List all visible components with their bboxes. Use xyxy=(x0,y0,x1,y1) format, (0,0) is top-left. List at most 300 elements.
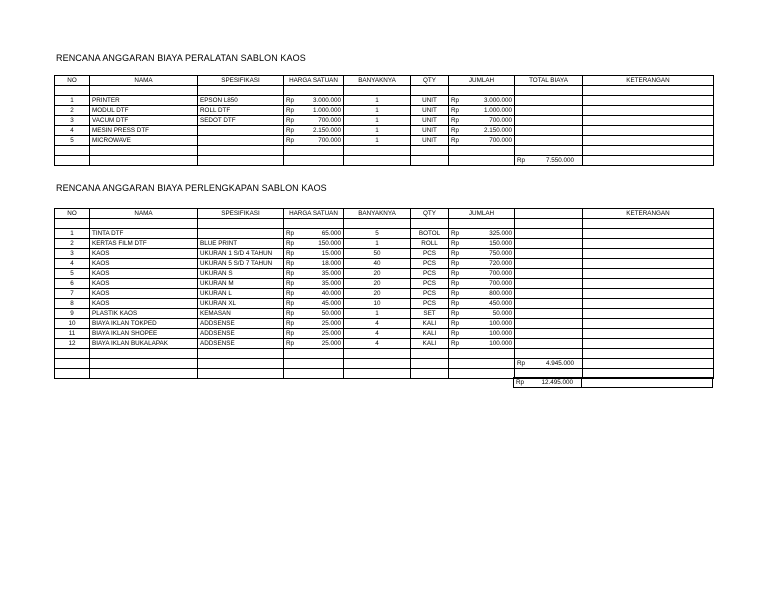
item-spec: SEDOT DTF xyxy=(198,116,284,126)
empty-cell xyxy=(284,359,344,369)
note-cell xyxy=(583,239,714,249)
unit: PCS xyxy=(411,269,449,279)
currency-label: Rp xyxy=(286,97,295,104)
amount-value: 100.000 xyxy=(489,320,512,327)
unit: PCS xyxy=(411,249,449,259)
table-row xyxy=(55,279,714,289)
unit-price-value: 25.000 xyxy=(321,340,341,347)
currency-label: Rp xyxy=(451,310,460,317)
empty-cell xyxy=(583,86,714,96)
item-spec: ADDSENSE xyxy=(198,329,284,339)
row-number: 1 xyxy=(55,229,90,239)
currency-label: Rp xyxy=(286,300,295,307)
table-row xyxy=(55,309,714,319)
quantity: 1 xyxy=(344,239,411,249)
grand-total-value: 12.495.000 xyxy=(541,379,573,386)
quantity: 1 xyxy=(344,116,411,126)
empty-cell xyxy=(583,359,714,369)
currency-label: Rp xyxy=(286,117,295,124)
currency-label: Rp xyxy=(451,290,460,297)
quantity: 1 xyxy=(344,136,411,146)
unit-price xyxy=(284,239,344,249)
empty-row xyxy=(55,86,714,96)
row-number: 5 xyxy=(55,269,90,279)
unit: BOTOL xyxy=(411,229,449,239)
amount-value: 150.000 xyxy=(489,240,512,247)
empty-cell xyxy=(198,146,284,156)
currency-label: Rp xyxy=(451,300,460,307)
currency-label: Rp xyxy=(451,240,460,247)
quantity: 5 xyxy=(344,229,411,239)
unit-price-value: 25.000 xyxy=(321,330,341,337)
item-spec: BLUE PRINT xyxy=(198,239,284,249)
total-cell xyxy=(515,309,583,319)
quantity: 50 xyxy=(344,249,411,259)
note-cell xyxy=(583,269,714,279)
empty-cell xyxy=(411,86,449,96)
note-cell xyxy=(583,96,714,106)
empty-cell xyxy=(90,86,198,96)
unit: SET xyxy=(411,309,449,319)
empty-cell xyxy=(411,349,449,359)
note-cell xyxy=(583,229,714,239)
note-cell xyxy=(583,319,714,329)
note-cell xyxy=(583,309,714,319)
grand-total-currency: Rp xyxy=(516,379,525,386)
row-number: 9 xyxy=(55,309,90,319)
empty-cell xyxy=(284,369,344,379)
item-spec: UKURAN M xyxy=(198,279,284,289)
currency-label: Rp xyxy=(286,290,295,297)
item-spec xyxy=(198,229,284,239)
unit-price-value: 35.000 xyxy=(321,280,341,287)
empty-row xyxy=(55,349,714,359)
total-cell xyxy=(515,239,583,249)
currency-label: Rp xyxy=(286,270,295,277)
empty-cell xyxy=(90,369,198,379)
item-name: KAOS xyxy=(90,269,198,279)
currency-label: Rp xyxy=(451,320,460,327)
total-cell xyxy=(515,96,583,106)
unit: KALI xyxy=(411,319,449,329)
empty-cell xyxy=(198,219,284,229)
unit-price-value: 18.000 xyxy=(321,260,341,267)
column-header: NO xyxy=(55,209,90,219)
column-header: NAMA xyxy=(90,209,198,219)
unit-price-value: 45.000 xyxy=(321,300,341,307)
row-number: 2 xyxy=(55,239,90,249)
empty-cell xyxy=(583,349,714,359)
empty-cell xyxy=(198,156,284,166)
amount-value: 700.000 xyxy=(489,270,512,277)
currency-label: Rp xyxy=(451,280,460,287)
unit-price xyxy=(284,96,344,106)
quantity: 1 xyxy=(344,309,411,319)
amount xyxy=(449,136,515,146)
unit-price xyxy=(284,309,344,319)
quantity: 4 xyxy=(344,319,411,329)
amount xyxy=(449,319,515,329)
empty-cell xyxy=(55,359,90,369)
total-cell xyxy=(515,279,583,289)
item-spec: EPSON L850 xyxy=(198,96,284,106)
item-name: BIAYA IKLAN SHOPEE xyxy=(90,329,198,339)
total-cell xyxy=(515,126,583,136)
currency-label: Rp xyxy=(286,310,295,317)
row-number: 11 xyxy=(55,329,90,339)
empty-cell xyxy=(284,349,344,359)
amount-value: 50.000 xyxy=(492,310,512,317)
unit: UNIT xyxy=(411,126,449,136)
empty-cell xyxy=(515,219,583,229)
note-cell xyxy=(583,289,714,299)
header-row xyxy=(55,76,714,86)
empty-cell xyxy=(55,369,90,379)
item-name: TINTA DTF xyxy=(90,229,198,239)
note-cell xyxy=(583,339,714,349)
empty-row xyxy=(55,219,714,229)
unit-price xyxy=(284,229,344,239)
currency-label: Rp xyxy=(451,97,460,104)
column-header: QTY xyxy=(411,209,449,219)
unit-price xyxy=(284,339,344,349)
currency-label: Rp xyxy=(451,127,460,134)
amount xyxy=(449,309,515,319)
unit-price xyxy=(284,299,344,309)
currency-label: Rp xyxy=(286,320,295,327)
empty-cell xyxy=(344,369,411,379)
unit: KALI xyxy=(411,339,449,349)
row-number: 3 xyxy=(55,249,90,259)
amount xyxy=(449,329,515,339)
quantity: 20 xyxy=(344,269,411,279)
total-biaya xyxy=(515,359,583,369)
table-row xyxy=(55,339,714,349)
total-cell xyxy=(515,136,583,146)
empty-cell xyxy=(90,219,198,229)
empty-cell xyxy=(449,146,515,156)
column-header: JUMLAH xyxy=(449,209,515,219)
amount-value: 325.000 xyxy=(489,230,512,237)
amount xyxy=(449,339,515,349)
item-spec xyxy=(198,126,284,136)
empty-cell xyxy=(449,369,515,379)
column-header: BANYAKNYA xyxy=(344,209,411,219)
row-number: 10 xyxy=(55,319,90,329)
unit-price-value: 2.150.000 xyxy=(312,127,341,134)
empty-cell xyxy=(55,219,90,229)
column-header: SPESIFIKASI xyxy=(198,209,284,219)
table-row xyxy=(55,289,714,299)
note-cell xyxy=(583,136,714,146)
unit-price-value: 3.000.000 xyxy=(312,97,341,104)
total-cell xyxy=(515,289,583,299)
quantity: 4 xyxy=(344,339,411,349)
empty-cell xyxy=(55,86,90,96)
empty-cell xyxy=(198,359,284,369)
table-row xyxy=(55,229,714,239)
empty-cell xyxy=(344,219,411,229)
currency-label: Rp xyxy=(451,250,460,257)
empty-cell xyxy=(411,359,449,369)
item-name: KAOS xyxy=(90,289,198,299)
total-cell xyxy=(515,299,583,309)
column-header: KETERANGAN xyxy=(583,76,714,86)
empty-cell xyxy=(198,369,284,379)
empty-cell xyxy=(449,86,515,96)
item-spec: ROLL DTF xyxy=(198,106,284,116)
column-header: JUMLAH xyxy=(449,76,515,86)
table-row xyxy=(55,259,714,269)
unit: UNIT xyxy=(411,106,449,116)
unit-price xyxy=(284,289,344,299)
quantity: 1 xyxy=(344,106,411,116)
unit-price xyxy=(284,136,344,146)
unit-price-value: 150.000 xyxy=(318,240,341,247)
row-number: 6 xyxy=(55,279,90,289)
amount-value: 1.000.000 xyxy=(483,107,512,114)
total-value: 7.550.000 xyxy=(545,157,574,164)
empty-cell xyxy=(344,86,411,96)
empty-cell xyxy=(515,146,583,156)
table2-title: RENCANA ANGGARAN BIAYA PERLENGKAPAN SABLON KAOS xyxy=(56,183,327,193)
table-row xyxy=(55,319,714,329)
item-spec: UKURAN L xyxy=(198,289,284,299)
row-number: 12 xyxy=(55,339,90,349)
column-header: QTY xyxy=(411,76,449,86)
total-value: 4.945.000 xyxy=(545,360,574,367)
empty-cell xyxy=(284,86,344,96)
empty-cell xyxy=(583,146,714,156)
table-row xyxy=(55,136,714,146)
unit: UNIT xyxy=(411,116,449,126)
amount xyxy=(449,229,515,239)
currency-label: Rp xyxy=(451,230,460,237)
empty-cell xyxy=(284,146,344,156)
unit-price xyxy=(284,259,344,269)
table-row xyxy=(55,269,714,279)
row-number: 4 xyxy=(55,126,90,136)
currency-label: Rp xyxy=(451,107,460,114)
amount-value: 700.000 xyxy=(489,137,512,144)
empty-cell xyxy=(411,146,449,156)
table-row xyxy=(55,126,714,136)
column-header: NO xyxy=(55,76,90,86)
item-spec: UKURAN XL xyxy=(198,299,284,309)
row-number: 2 xyxy=(55,106,90,116)
item-name: KAOS xyxy=(90,259,198,269)
total-cell xyxy=(515,249,583,259)
unit-price-value: 25.000 xyxy=(321,320,341,327)
empty-cell xyxy=(515,349,583,359)
grand-total-cell xyxy=(514,378,582,388)
total-currency: Rp xyxy=(517,157,526,164)
equipment-budget-table xyxy=(54,75,714,166)
table-row xyxy=(55,106,714,116)
note-cell xyxy=(583,259,714,269)
total-cell xyxy=(515,319,583,329)
unit: ROLL xyxy=(411,239,449,249)
currency-label: Rp xyxy=(286,340,295,347)
item-name: PRINTER xyxy=(90,96,198,106)
currency-label: Rp xyxy=(286,107,295,114)
amount-value: 800.000 xyxy=(489,290,512,297)
empty-row xyxy=(55,146,714,156)
row-number: 4 xyxy=(55,259,90,269)
quantity: 10 xyxy=(344,299,411,309)
total-currency: Rp xyxy=(517,360,526,367)
unit-price xyxy=(284,126,344,136)
total-cell xyxy=(515,259,583,269)
amount xyxy=(449,96,515,106)
currency-label: Rp xyxy=(451,260,460,267)
item-name: KAOS xyxy=(90,299,198,309)
currency-label: Rp xyxy=(286,260,295,267)
unit-price-value: 40.000 xyxy=(321,290,341,297)
empty-cell xyxy=(90,349,198,359)
table1-title: RENCANA ANGGARAN BIAYA PERALATAN SABLON KAOS xyxy=(56,53,306,63)
item-name: MODUL DTF xyxy=(90,106,198,116)
empty-cell xyxy=(344,349,411,359)
empty-cell xyxy=(411,156,449,166)
note-cell xyxy=(583,299,714,309)
quantity: 20 xyxy=(344,289,411,299)
item-spec: ADDSENSE xyxy=(198,339,284,349)
unit: PCS xyxy=(411,279,449,289)
amount xyxy=(449,249,515,259)
item-spec: ADDSENSE xyxy=(198,319,284,329)
unit-price-value: 15.000 xyxy=(321,250,341,257)
unit-price xyxy=(284,279,344,289)
row-number: 8 xyxy=(55,299,90,309)
empty-cell xyxy=(449,349,515,359)
unit-price xyxy=(284,249,344,259)
table-row xyxy=(55,299,714,309)
unit-price-value: 1.000.000 xyxy=(312,107,341,114)
note-cell xyxy=(583,116,714,126)
table-row xyxy=(55,116,714,126)
unit-price xyxy=(284,116,344,126)
unit: PCS xyxy=(411,259,449,269)
unit-price-value: 700.000 xyxy=(318,137,341,144)
total-row xyxy=(55,359,714,369)
unit-price-value: 50.000 xyxy=(321,310,341,317)
amount xyxy=(449,289,515,299)
currency-label: Rp xyxy=(286,250,295,257)
currency-label: Rp xyxy=(286,127,295,134)
table-row xyxy=(55,239,714,249)
column-header: HARGA SATUAN xyxy=(284,76,344,86)
note-cell xyxy=(583,106,714,116)
column-header xyxy=(515,209,583,219)
unit-price-value: 35.000 xyxy=(321,270,341,277)
total-cell xyxy=(515,229,583,239)
empty-cell xyxy=(198,349,284,359)
empty-cell xyxy=(449,156,515,166)
note-cell xyxy=(583,279,714,289)
quantity: 40 xyxy=(344,259,411,269)
item-spec: UKURAN 1 S/D 4 TAHUN xyxy=(198,249,284,259)
unit: PCS xyxy=(411,299,449,309)
amount xyxy=(449,279,515,289)
row-number: 3 xyxy=(55,116,90,126)
amount-value: 100.000 xyxy=(489,330,512,337)
amount-value: 750.000 xyxy=(489,250,512,257)
empty-cell xyxy=(90,359,198,369)
amount xyxy=(449,239,515,249)
unit: UNIT xyxy=(411,136,449,146)
empty-cell xyxy=(344,156,411,166)
unit-price-value: 65.000 xyxy=(321,230,341,237)
empty-cell xyxy=(344,146,411,156)
empty-cell xyxy=(411,219,449,229)
grand-total-empty xyxy=(582,378,713,388)
currency-label: Rp xyxy=(451,137,460,144)
unit-price xyxy=(284,329,344,339)
item-name: PLASTIK KAOS xyxy=(90,309,198,319)
column-header: BANYAKNYA xyxy=(344,76,411,86)
total-cell xyxy=(515,106,583,116)
amount-value: 700.000 xyxy=(489,117,512,124)
unit: KALI xyxy=(411,329,449,339)
currency-label: Rp xyxy=(451,117,460,124)
currency-label: Rp xyxy=(451,270,460,277)
empty-cell xyxy=(449,219,515,229)
empty-cell xyxy=(55,146,90,156)
empty-cell xyxy=(449,359,515,369)
amount-value: 3.000.000 xyxy=(483,97,512,104)
currency-label: Rp xyxy=(451,340,460,347)
item-name: MICROWAVE xyxy=(90,136,198,146)
empty-cell xyxy=(583,156,714,166)
amount xyxy=(449,259,515,269)
item-name: BIAYA IKLAN BUKALAPAK xyxy=(90,339,198,349)
supplies-budget-table xyxy=(54,208,714,379)
empty-cell xyxy=(90,156,198,166)
table-row xyxy=(55,329,714,339)
currency-label: Rp xyxy=(286,330,295,337)
table-row xyxy=(55,249,714,259)
unit-price xyxy=(284,319,344,329)
item-name: VACUM DTF xyxy=(90,116,198,126)
quantity: 1 xyxy=(344,96,411,106)
empty-cell xyxy=(284,156,344,166)
currency-label: Rp xyxy=(286,137,295,144)
item-name: BIAYA IKLAN TOKPED xyxy=(90,319,198,329)
item-spec xyxy=(198,136,284,146)
unit: PCS xyxy=(411,289,449,299)
row-number: 7 xyxy=(55,289,90,299)
empty-cell xyxy=(344,359,411,369)
empty-cell xyxy=(55,156,90,166)
amount xyxy=(449,269,515,279)
empty-cell xyxy=(583,219,714,229)
row-number: 1 xyxy=(55,96,90,106)
empty-cell xyxy=(90,146,198,156)
item-name: KAOS xyxy=(90,249,198,259)
item-name: KAOS xyxy=(90,279,198,289)
empty-cell xyxy=(284,219,344,229)
currency-label: Rp xyxy=(286,240,295,247)
quantity: 4 xyxy=(344,329,411,339)
item-spec: UKURAN S xyxy=(198,269,284,279)
column-header: TOTAL BIAYA xyxy=(515,76,583,86)
column-header: NAMA xyxy=(90,76,198,86)
total-cell xyxy=(515,116,583,126)
unit-price xyxy=(284,106,344,116)
table-row xyxy=(55,96,714,106)
note-cell xyxy=(583,249,714,259)
